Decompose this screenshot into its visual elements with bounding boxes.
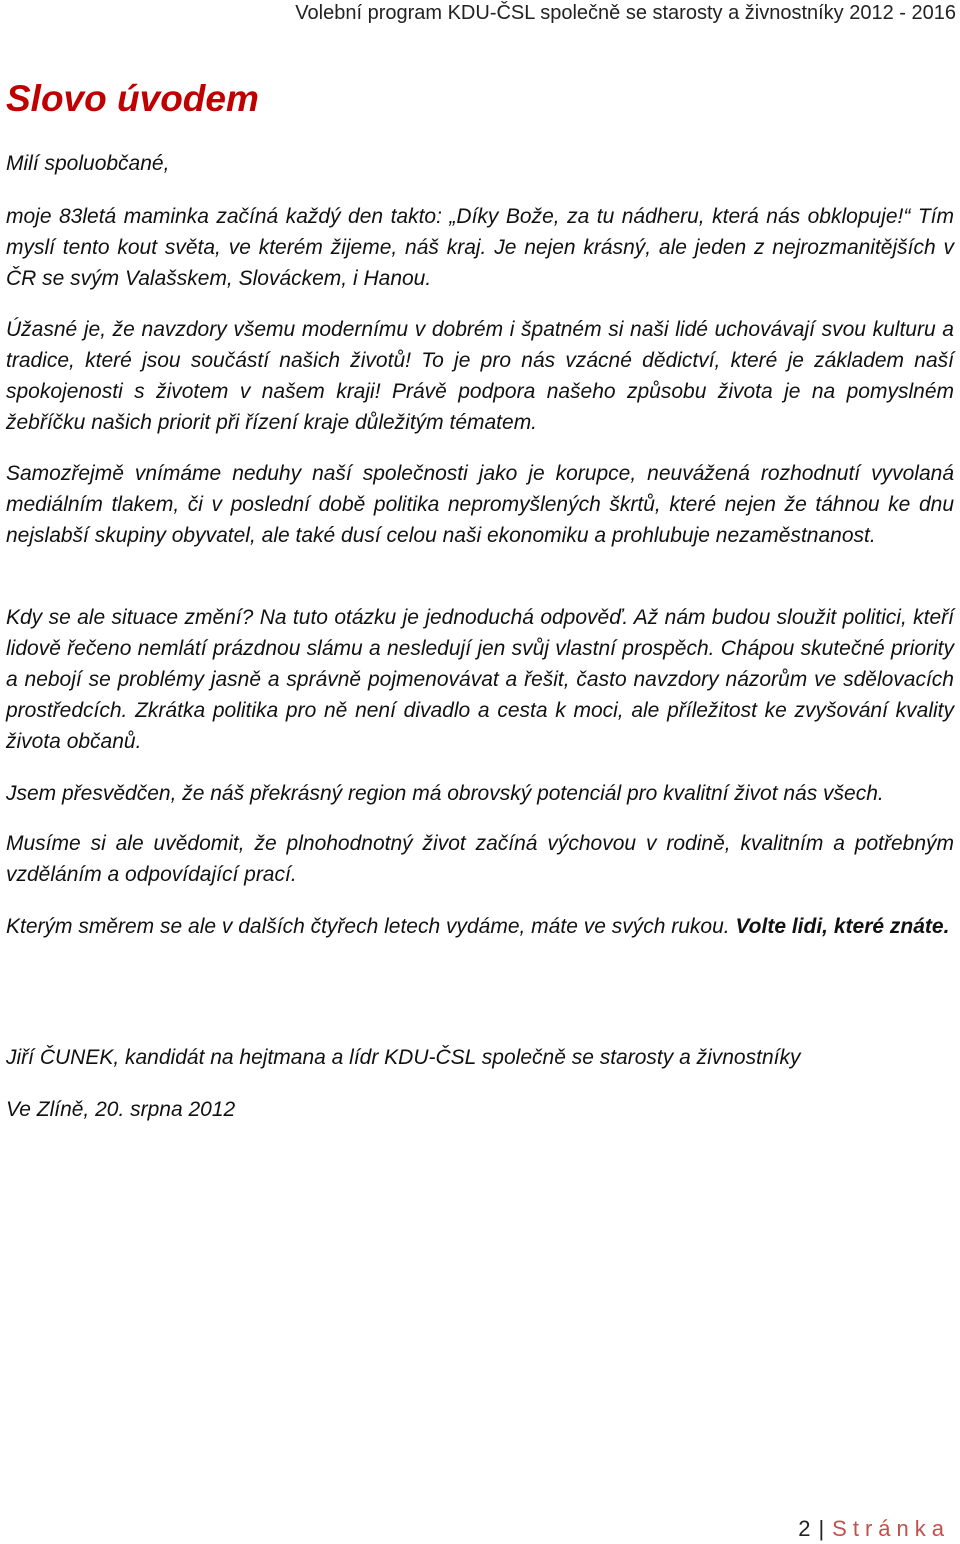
closing-text: Kterým směrem se ale v dalších čtyřech letech vydáme, máte ve svých rukou.	[6, 915, 730, 938]
paragraph-potential: Jsem přesvědčen, že náš překrásný region má obrovský potenciál pro kvalitní život nás všech.	[6, 782, 884, 805]
paragraph-problems: Samozřejmě vnímáme neduhy naší společnosti jako je korupce, neuvážená rozhodnutí vyvolaná mediálním tlakem, či v poslední době politika nepromyšlených škrtů, které nejen že táhnou ke dnu nejslabší skupiny obyvatel, ale také dusí celou naši ekonomiku a prohlubuje nezaměstnanost.	[6, 462, 954, 547]
greeting: Milí spoluobčané,	[6, 152, 170, 175]
paragraph-closing	[6, 911, 954, 942]
place-date: Ve Zlíně, 20. srpna 2012	[6, 1098, 236, 1121]
page-footer	[798, 1516, 950, 1542]
paragraph-culture: Úžasné je, že navzdory všemu modernímu v dobrém i špatném si naši lidé uchovávají svou kulturu a tradice, které jsou součástí našich životů! To je pro nás vzácné dědictví, které je základem naší spokojenosti s životem v našem kraji! Právě podpora našeho způsobu života je na pomyslném žebříčku našich priorit při řízení kraje důležitým tématem.	[6, 318, 954, 434]
page-label: Stránka	[832, 1516, 950, 1541]
page-title: Slovo úvodem	[6, 78, 259, 119]
paragraph-education: Musíme si ale uvědomit, že plnohodnotný život začíná výchovou v rodině, kvalitním a potřebným vzděláním a odpovídající prací.	[6, 832, 954, 886]
paragraph-intro: moje 83letá maminka začíná každý den takto: „Díky Bože, za tu nádheru, která nás obklopuje!“ Tím myslí tento kout světa, ve kterém žijeme, náš kraj. Je nejen krásný, ale jeden z nejrozmanitějších v ČR se svým Valašskem, Slováckem, i Hanou.	[6, 205, 954, 290]
footer-separator: |	[818, 1516, 825, 1541]
signature: Jiří ČUNEK, kandidát na hejtmana a lídr KDU-ČSL společně se starosty a živnostníky	[6, 1046, 801, 1069]
page-number: 2	[798, 1516, 811, 1541]
paragraph-solution: Kdy se ale situace změní? Na tuto otázku je jednoduchá odpověď. Až nám budou sloužit politici, kteří lidově řečeno nemlátí prázdnou slámu a nesledují jen svůj vlastní prospěch. Chápou skutečné priority a nebojí se problémy jasně a správně pojmenovávat a řešit, často navzdory názorům ve sdělovacích prostředcích. Zkrátka politika pro ně není divadlo a cesta k moci, ale příležitost ke zvyšování kvality života občanů.	[6, 606, 954, 753]
page-header: Volební program KDU-ČSL společně se starosty a živnostníky 2012 - 2016	[295, 2, 956, 24]
closing-slogan: Volte lidi, které znáte.	[735, 915, 950, 938]
